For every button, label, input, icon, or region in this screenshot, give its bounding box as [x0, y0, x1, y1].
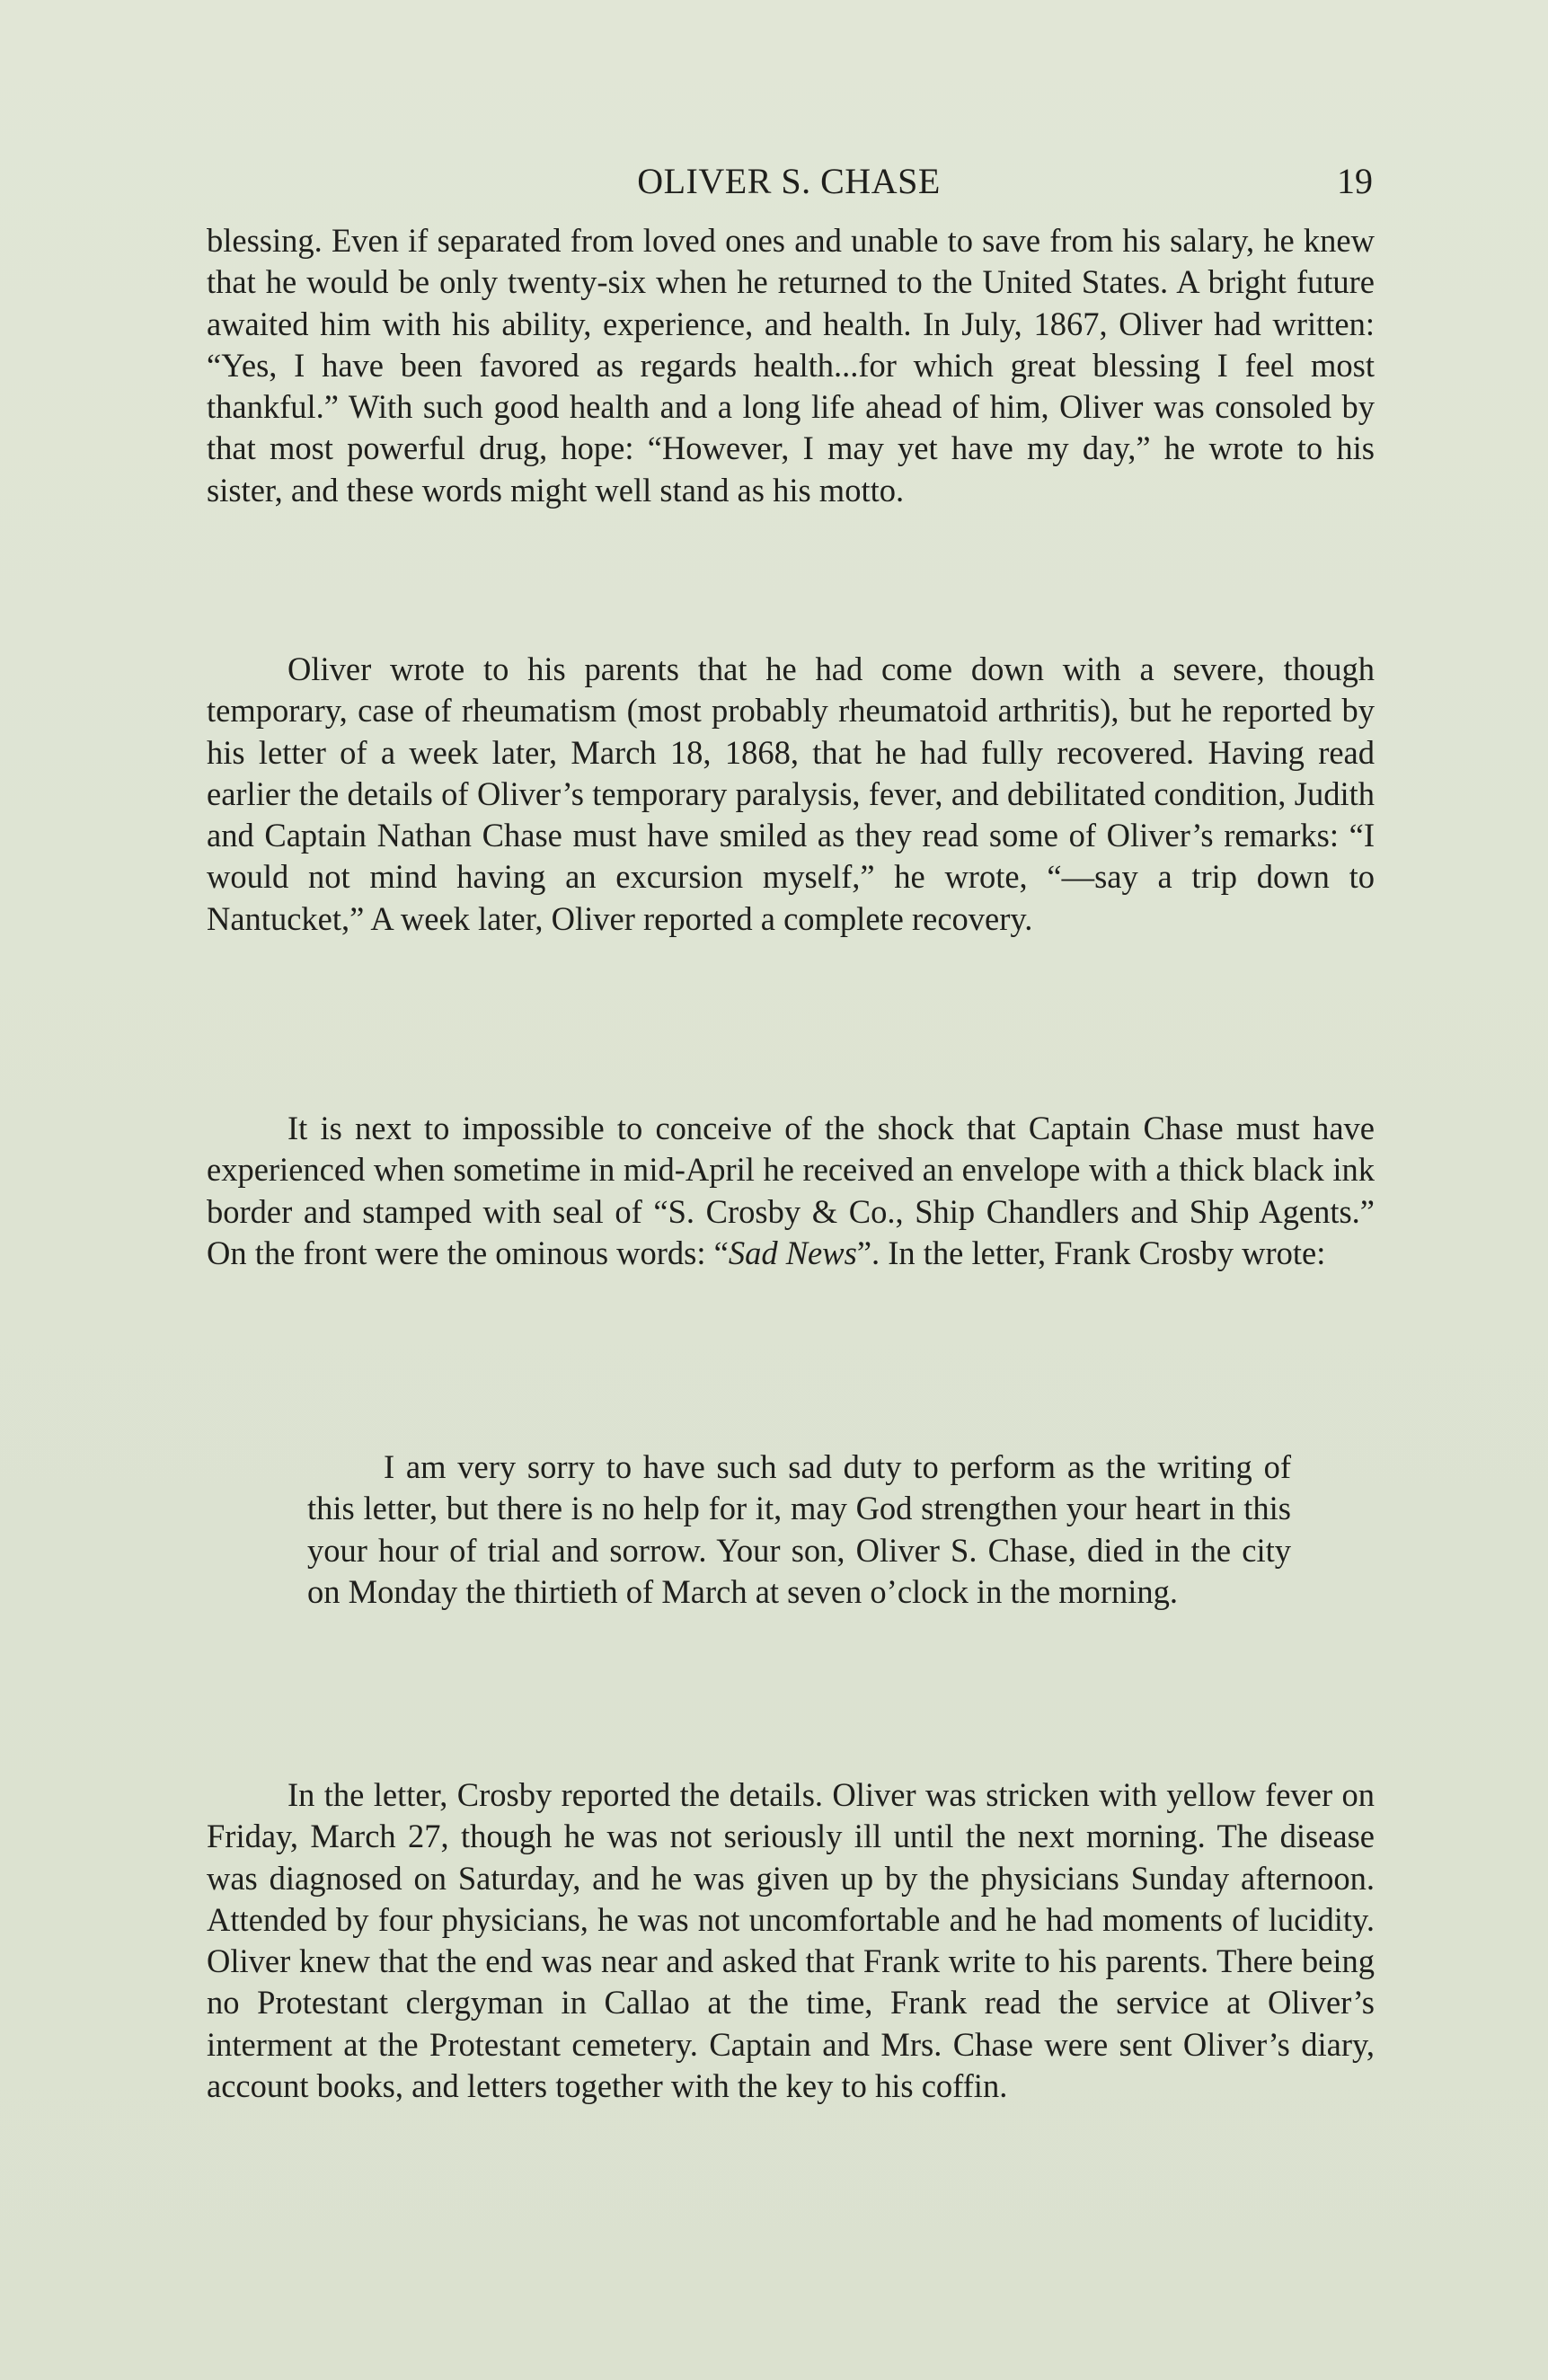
running-title: OLIVER S. CHASE: [637, 161, 941, 201]
paragraph-4: In the letter, Crosby reported the details. Oliver was stricken with yellow fever on Friday, March 27, though he was not seriously ill until the next morning. The disease was diagnosed on Saturday, and he was given up by the physicians Sunday afternoon. Attended by four physicians, he was not uncomfortable and he had moments of lucidity. Oliver knew that the end was near and asked that Frank write to his parents. There being no Protestant clergyman in Callao at the time, Frank read the service at Oliver’s interment at the Protestant cemetery. Captain and Mrs. Chase were sent Oliver’s diary, account books, and letters together with the key to his coffin.: [207, 1776, 1375, 2105]
block-quote: I am very sorry to have such sad duty to perform as the writing of this letter, but there is no help for it, may God strengthen your heart in this your hour of trial and sorrow. Your son, Oliver S. Chase, died in the city on Monday the thirtieth of March at seven o’clock in the morning.: [307, 1448, 1291, 1610]
paragraph-3: [207, 1108, 1375, 1274]
paragraph-3-text-end: ”. In the letter, Frank Crosby wrote:: [856, 1234, 1326, 1271]
paragraph-1: blessing. Even if separated from loved ones and unable to save from his salary, he knew that he would be only twenty-six when he returned to the United States. A bright future awaited him with his ability, experience, and health. In July, 1867, Oliver had written: “Yes, I have been favored as regards health...for which great blessing I feel most thankful.” With such good health and a long life ahead of him, Oliver was consoled by that most powerful drug, hope: “However, I may yet have my day,” he wrote to his sister, and these words might well stand as his motto.: [207, 222, 1375, 509]
page-header: [205, 160, 1373, 214]
page-number: 19: [1337, 161, 1373, 201]
paragraph-3-text-start: It is next to impossible to conceive of the shock that Captain Chase must have experienced when sometime in mid-April he received an envelope with a thick black ink border and stamped with seal of “S. Crosby & Co., Ship Chandlers and Ship Agents.” On the front were the ominous words: “: [207, 1110, 1375, 1271]
sad-news-italic: Sad News: [728, 1234, 857, 1271]
paragraph-2: Oliver wrote to his parents that he had come down with a severe, though temporary, case of rheumatism (most probably rheumatoid arthritis), but he reported by his letter of a week later, March 18, 1868, that he had fully recovered. Having read earlier the details of Oliver’s temporary paralysis, fever, and debilitated condition, Judith and Captain Nathan Chase must have smiled as they read some of Oliver’s remarks: “I would not mind having an excursion myself,” he wrote, “—say a trip down to Nantucket,” A week later, Oliver reported a complete recovery.: [207, 650, 1375, 937]
